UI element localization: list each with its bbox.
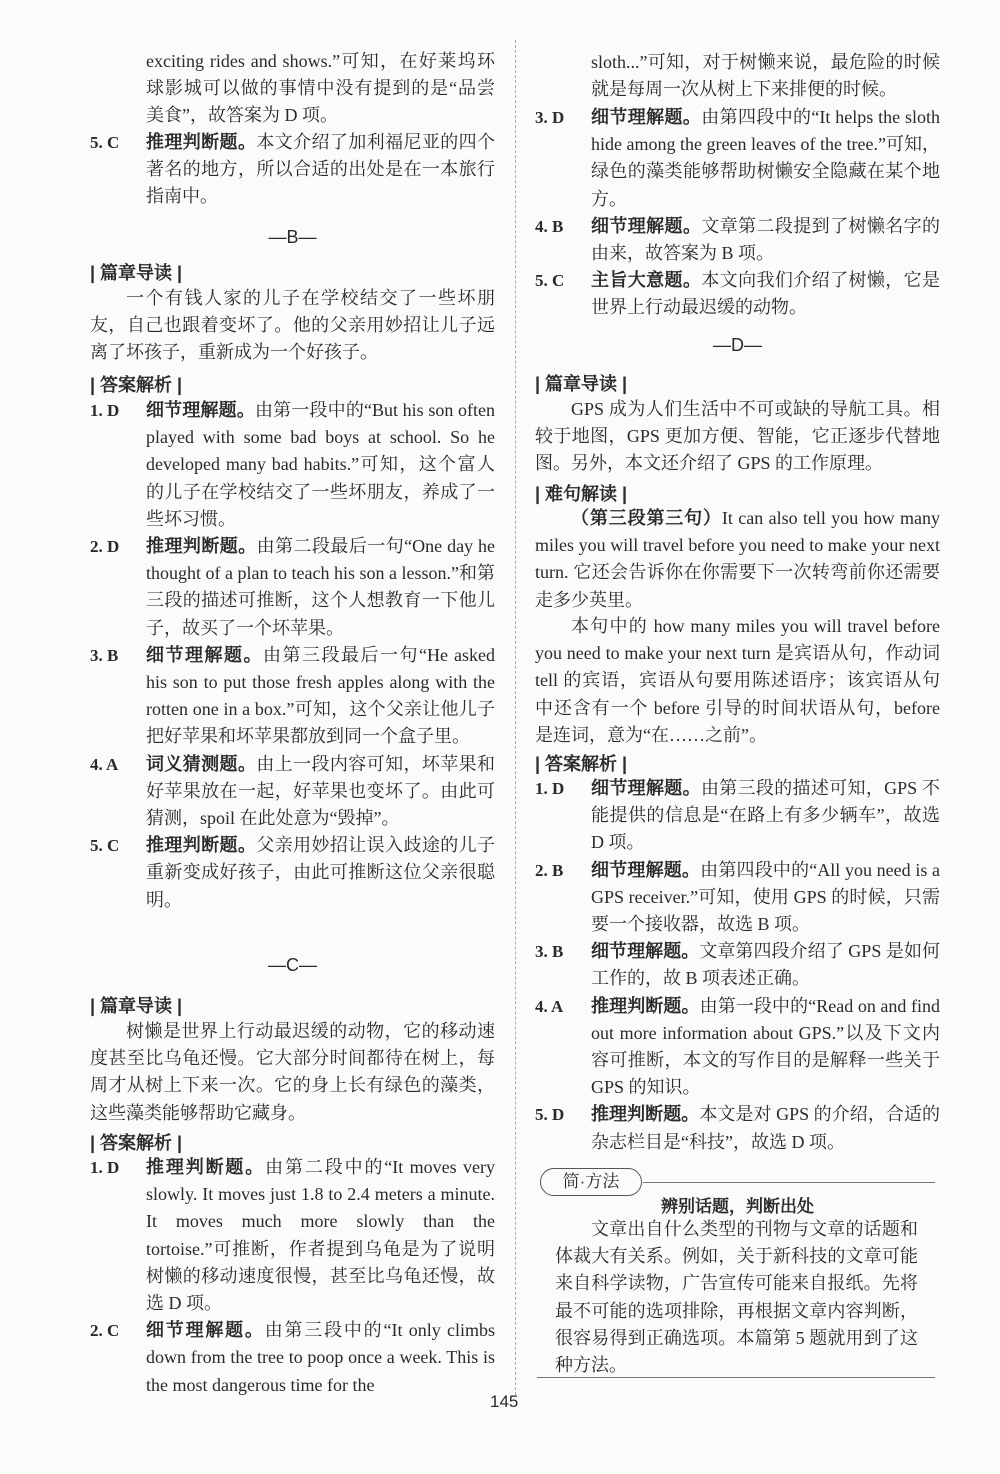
answer-text: 文章第二段提到了树懒名字的由来，故答案为 B 项。: [591, 215, 941, 264]
tip-text: 文章出自什么类型的刊物与文章的话题和体裁大有关系。例如，关于新科技的文章可能来自科学读物，广告宣传可能来自报纸。先将最不可能的选项排除，再根据文章内容判断，很容易得到正确选项。本篇第 5 题就用到了这种方法。: [555, 1219, 918, 1376]
answer-item: [90, 642, 495, 751]
answer-item: [535, 857, 940, 939]
answer-number: 3. B: [90, 645, 119, 665]
answer-text: 本文向我们介绍了树懒，它是世界上行动最迟缓的动物。: [591, 270, 941, 318]
question-type: 细节理解题。: [591, 859, 701, 880]
answer-number: 2. C: [90, 1321, 120, 1341]
answer-number: 5. D: [535, 1105, 565, 1125]
hard-sentence-text: It can also tell you how many miles you will travel before you need to make your next turn. 它还会告诉你在你需要下一次转弯前你还需要走多少英里。: [535, 508, 941, 610]
answer-number: 3. D: [535, 108, 565, 127]
guide-header: | 篇章导读 |: [90, 996, 183, 1016]
section-b-title: —B—: [268, 227, 317, 247]
guide-text: 树懒是世界上行动最迟缓的动物，它的移动速度甚至比乌龟还慢。它大部分时间都待在树上，每周才从树上下来一次。它的身上长有绿色的藻类，这些藻类能够帮助它藏身。: [90, 1021, 495, 1123]
answer-number: 5. C: [90, 133, 120, 152]
answer-continuation: exciting rides and shows.”可知，在好莱坞环球影城可以做的事情中没有提到的是“品尝美食”，故答案为 D 项。: [146, 51, 495, 126]
question-type: 细节理解题。: [146, 644, 264, 665]
question-type: 细节理解题。: [591, 107, 702, 127]
hard-sentence-label: （第三段第三句）: [571, 508, 722, 528]
answer-item: [535, 213, 940, 267]
answer-text: 由第一段中的“Read on and find out more information about GPS.”以及下文内容可推断，本文的写作目的是解释一些关于 GPS 的知识。: [591, 995, 941, 1098]
answer-text: 由第三段中的“It only climbs down from the tree to poop once a week. This is the most dangerous time for the: [146, 1320, 496, 1395]
answer-item: [535, 775, 940, 857]
guide-header: | 篇章导读 |: [90, 263, 183, 283]
answer-item: [90, 1317, 495, 1399]
answer-number: 5. C: [535, 271, 565, 291]
answer-header: | 答案解析 |: [90, 1133, 183, 1153]
answer-text: 父亲用妙招让误入歧途的儿子重新变成好孩子，由此可推断这位父亲很聪明。: [146, 835, 496, 910]
answer-text: 由第四段中的“It helps the sloth hide among the green leaves of the tree.”可知，绿色的藻类能够帮助树懒安全隐藏在某个地方。: [591, 107, 941, 209]
answer-text: 由第二段中的“It moves very slowly. It moves just 1.8 to 2.4 meters a minute. It moves much more slowly than the tortoise.”可推断，作者提到乌龟是为了说明树懒的移动速度很慢，甚至比乌龟还慢，故选 D 项。: [146, 1157, 495, 1314]
answer-item: [90, 751, 495, 833]
answer-text: 由上一段内容可知，坏苹果和好苹果放在一起，好苹果也变坏了。由此可猜测，spoil 在此处意为“毁掉”。: [146, 753, 496, 829]
hard-sentence-header: | 难句解读 |: [535, 484, 628, 504]
answer-list: [90, 397, 495, 914]
section-c-title: —C—: [268, 955, 317, 975]
answer-number: 2. B: [535, 860, 564, 880]
answer-number: 5. C: [90, 836, 120, 856]
question-type: 推理判断题。: [146, 1157, 266, 1177]
answer-number: 4. A: [90, 754, 119, 774]
question-type: 主旨大意题。: [591, 270, 702, 291]
answer-number: 4. A: [535, 996, 564, 1016]
answer-item: [90, 1154, 495, 1317]
answer-item: [90, 397, 495, 533]
question-type: 细节理解题。: [591, 941, 700, 962]
question-type: 细节理解题。: [146, 1320, 265, 1341]
tip-title: 辨别话题，判断出处: [661, 1197, 814, 1216]
answer-list: [90, 1154, 495, 1399]
answer-number: 1. D: [90, 401, 120, 420]
answer-item: [90, 832, 495, 914]
answer-text: 由第三段的描述可知，GPS 不能提供的信息是“在路上有多少辆车”，故选 D 项。: [591, 778, 940, 853]
guide-text: 一个有钱人家的儿子在学校结交了一些坏朋友，自己也跟着变坏了。他的父亲用妙招让儿子远离了坏孩子，重新成为一个好孩子。: [90, 288, 495, 363]
question-type: 推理判断题。: [146, 835, 257, 856]
answer-list: [535, 104, 940, 322]
section-d-title: —D—: [713, 335, 762, 355]
question-type: 细节理解题。: [591, 778, 701, 798]
answer-item: [535, 104, 940, 213]
question-type: 词义猜测题。: [146, 753, 257, 774]
answer-text: 由第二段最后一句“One day he thought of a plan to teach his son a lesson.”和第三段的描述可推断，这个人想教育一下他儿子，故买了一个坏苹果。: [146, 536, 495, 638]
answer-list: [535, 775, 940, 1156]
answer-text: 文章第四段介绍了 GPS 是如何工作的，故 B 项表述正确。: [591, 941, 940, 989]
guide-text: GPS 成为人们生活中不可或缺的导航工具。相较于地图，GPS 更加方便、智能，它正逐步代替地图。另外，本文还介绍了 GPS 的工作原理。: [535, 399, 940, 474]
answer-number: 4. B: [535, 216, 564, 236]
answer-text: 由第三段最后一句“He asked his son to put those fresh apples along with the rotten one in a box.”可知，这个父亲让他儿子把好苹果和坏苹果都放到同一个盒子里。: [146, 644, 495, 747]
answer-number: 3. B: [535, 942, 564, 962]
answer-number: 2. D: [90, 537, 120, 557]
answer-text: 本文是对 GPS 的介绍，合适的杂志栏目是“科技”，故选 D 项。: [591, 1104, 940, 1152]
guide-header: | 篇章导读 |: [535, 374, 628, 394]
answer-number: 1. D: [90, 1158, 120, 1177]
answer-text: 本文介绍了加利福尼亚的四个著名的地方，所以合适的出处是在一本旅行指南中。: [146, 132, 496, 207]
answer-header: | 答案解析 |: [535, 754, 628, 774]
answer-item: [535, 267, 940, 321]
question-type: 细节理解题。: [591, 215, 702, 236]
answer-number: 1. D: [535, 779, 565, 798]
question-type: 推理判断题。: [591, 995, 700, 1016]
answer-item: [90, 129, 495, 211]
question-type: 推理判断题。: [591, 1104, 700, 1125]
question-type: 推理判断题。: [146, 536, 257, 557]
column-divider: [515, 40, 516, 1395]
answer-item: [535, 1101, 940, 1155]
page-number: 145: [490, 1392, 519, 1411]
question-type: 推理判断题。: [146, 132, 257, 152]
question-type: 细节理解题。: [146, 400, 255, 420]
method-tab-label: 简·方法: [540, 1168, 642, 1196]
answer-item: [535, 938, 940, 992]
answer-header: | 答案解析 |: [90, 375, 183, 395]
tip-bottom-rule: [537, 1377, 935, 1378]
answer-text: 由第一段中的“But his son often played with some bad boys at school. So he developed many bad habits.”可知，这个富人的儿子在学校结交了一些坏朋友，养成了一些坏习惯。: [146, 400, 495, 529]
answer-text: 由第四段中的“All you need is a GPS receiver.”可知，使用 GPS 的时候，只需要一个接收器，故选 B 项。: [591, 859, 940, 935]
answer-item: [535, 993, 940, 1102]
tip-top-rule: [643, 1182, 935, 1183]
answer-continuation: sloth...”可知，对于树懒来说，最危险的时候就是每周一次从树上下来排便的时候。: [591, 52, 940, 100]
hard-sentence-explanation: 本句中的 how many miles you will travel before you need to make your next turn 是宾语从句，作动词 tell 的宾语，宾语从句要用陈述语序；该宾语从句中还含有一个 before 引导的时间状语从句，before 是连词，意为“在……之前”。: [535, 616, 940, 745]
answer-item: [90, 533, 495, 642]
hard-sentence: [535, 505, 940, 614]
